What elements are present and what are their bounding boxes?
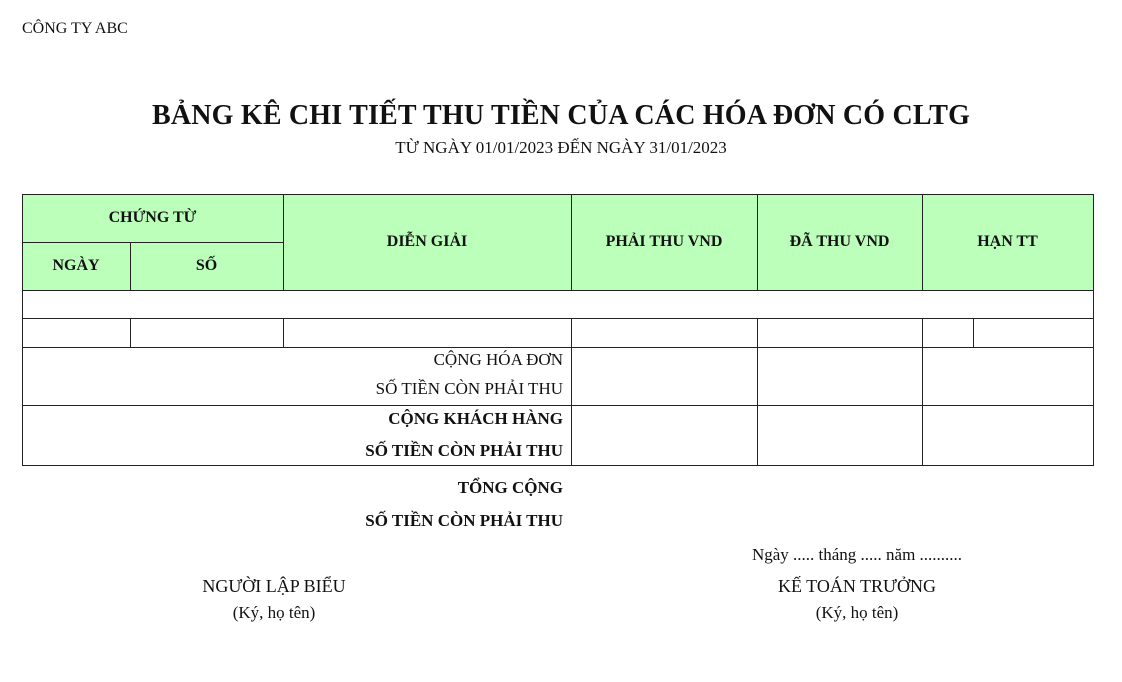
grand-remaining-label: SỐ TIỀN CÒN PHẢI THU [365,511,563,530]
chief-accountant-title: KẾ TOÁN TRƯỞNG [778,576,936,596]
report-title: BẢNG KÊ CHI TIẾT THU TIỀN CỦA CÁC HÓA ĐƠN CÓ CLTG [151,100,971,131]
header-bottom-border [22,290,1094,291]
col-divider-number [283,318,284,347]
col-divider-collected [922,318,923,466]
invoice-remaining-label: SỐ TIỀN CÒN PHẢI THU [375,379,563,398]
customer-remaining-label: SỐ TIỀN CÒN PHẢI THU [365,441,563,460]
company-name: CÔNG TY ABC [22,20,128,37]
header-number: SỐ [195,257,218,274]
table-border-bottom [22,465,1094,466]
header-receivable: PHẢI THU VND [605,233,723,250]
preparer-note: (Ký, họ tên) [232,603,316,622]
signature-date-line: Ngày ..... tháng ..... năm .......... [751,545,963,564]
row-divider [22,405,1094,406]
header-description: DIỄN GIẢI [386,233,468,250]
row-divider [22,318,1094,319]
report-period: TỪ NGÀY 01/01/2023 ĐẾN NGÀY 31/01/2023 [395,138,727,157]
col-divider-receivable [757,318,758,466]
customer-total-label: CỘNG KHÁCH HÀNG [388,409,563,428]
header-due-date: HẠN TT [977,233,1038,250]
col-divider-date [130,318,131,347]
col-divider-description [571,318,572,466]
header-date: NGÀY [52,257,100,274]
preparer-title: NGƯỜI LẬP BIỂU [202,576,346,596]
header-group-voucher: CHỨNG TỪ [108,209,197,226]
chief-accountant-note: (Ký, họ tên) [815,603,899,622]
row-divider [22,347,1094,348]
grand-total-label: TỔNG CỘNG [457,478,563,497]
col-divider-due [973,318,974,347]
table-border-right [1093,194,1094,466]
invoice-total-label: CỘNG HÓA ĐƠN [433,350,563,369]
header-collected: ĐÃ THU VND [789,233,890,250]
